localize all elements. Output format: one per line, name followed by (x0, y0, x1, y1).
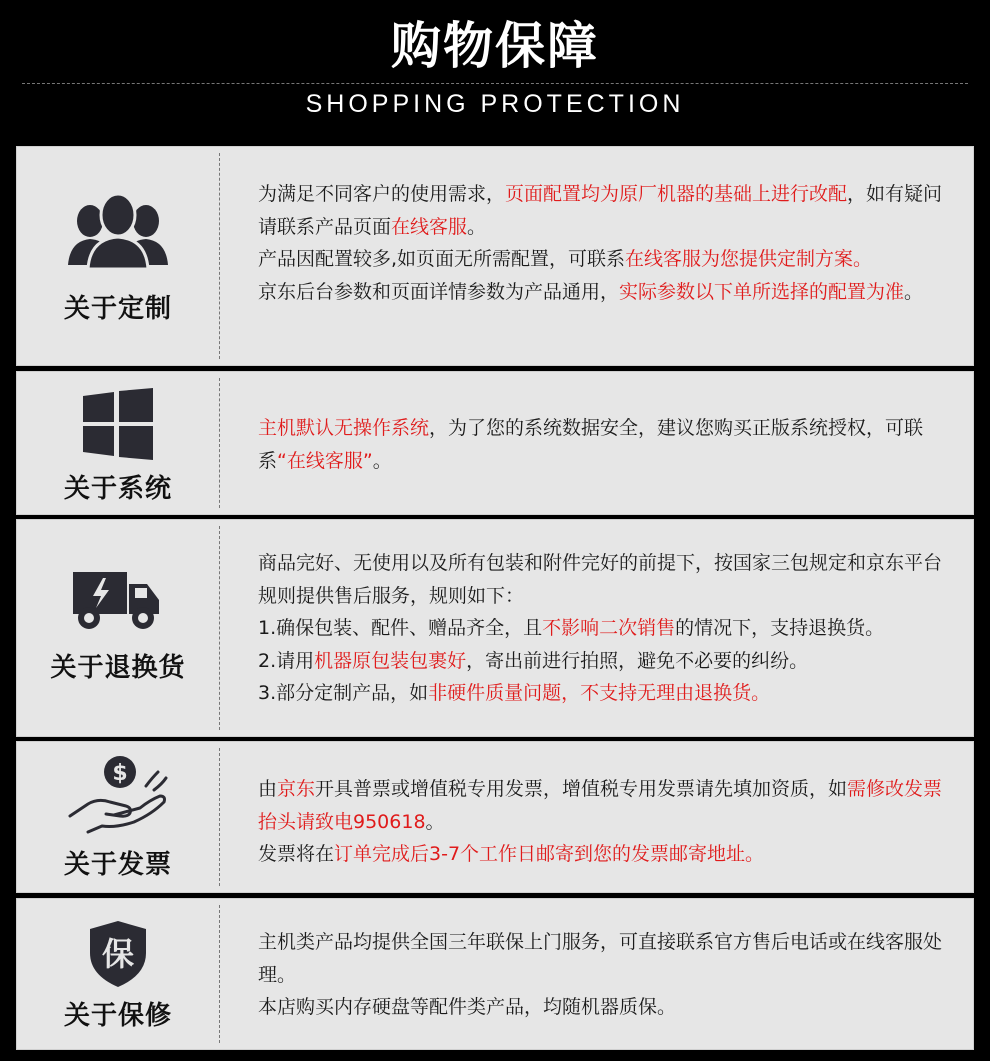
highlight-text: 在线客服为您提供定制方案。 (625, 248, 873, 270)
body-text: 产品因配置较多,如页面无所需配置，可联系 (258, 248, 626, 270)
text-paragraph (258, 178, 955, 243)
text-paragraph (258, 991, 955, 1024)
section-system (16, 371, 974, 515)
highlight-text: 京东 (277, 778, 316, 800)
body-text: 。 (904, 280, 924, 303)
section-text (258, 547, 955, 710)
body-text: 3.部分定制产品，如 (258, 682, 429, 704)
body-text: ，为了您的系统数据安全，建议您购买正版系统授权，可联系 (258, 417, 924, 472)
body-text: 。 (372, 449, 392, 472)
body-text: 主机类产品均提供全国三年联保上门服务，可直接联系官方售后电话或在线客服处理。 (258, 931, 943, 986)
invoice-hand-icon (17, 750, 219, 842)
body-text: 。 (425, 810, 445, 833)
section-text (258, 178, 955, 308)
highlight-text: “在线客服” (277, 449, 373, 472)
highlight-text: 不影响二次销售 (542, 617, 676, 639)
body-text: 为满足不同客户的使用需求， (258, 183, 506, 205)
text-paragraph (258, 926, 955, 991)
body-text: 2.请用 (258, 649, 315, 672)
highlight-text: 页面配置均为原厂机器的基础上进行改配 (505, 183, 848, 205)
header-divider (22, 83, 968, 84)
divider (219, 905, 220, 1043)
text-paragraph (258, 243, 955, 276)
highlight-text: 主机默认无操作系统 (258, 417, 430, 439)
section-returns (16, 519, 974, 737)
section-invoice (16, 741, 974, 893)
shield-glyph: 保 (101, 935, 135, 973)
highlight-text: 在线客服 (391, 215, 468, 238)
body-text: 。 (467, 215, 487, 238)
section-text (258, 773, 955, 871)
text-paragraph (258, 412, 955, 477)
body-text: 由 (258, 778, 278, 800)
highlight-text: 实际参数以下单所选择的配置为准 (619, 280, 905, 303)
body-text: ，如有疑问请联系产品页面 (258, 183, 943, 238)
divider (219, 748, 220, 886)
text-paragraph (258, 612, 955, 645)
section-label: 关于保修 (63, 1001, 172, 1031)
body-text: ，寄出前进行拍照，避免不必要的纠纷。 (466, 649, 809, 672)
text-paragraph (258, 773, 955, 838)
text-paragraph (258, 645, 955, 678)
header (0, 0, 990, 146)
page-subtitle: SHOPPING PROTECTION (305, 90, 685, 118)
text-paragraph (258, 838, 955, 871)
divider (219, 378, 220, 508)
divider (219, 153, 220, 359)
page-title: 购物保障 (391, 17, 599, 75)
section-label: 关于系统 (63, 474, 172, 504)
windows-icon (17, 388, 219, 464)
section-label: 关于发票 (63, 850, 172, 880)
section-label: 关于定制 (63, 294, 172, 324)
text-paragraph (258, 547, 955, 612)
people-icon (17, 187, 219, 275)
truck-icon (17, 570, 219, 636)
shield-icon (17, 919, 219, 993)
body-text: 开具普票或增值税专用发票，增值税专用发票请先填加资质，如 (315, 778, 848, 800)
section-text (258, 412, 955, 477)
highlight-text: 非硬件质量问题，不支持无理由退换货。 (428, 682, 771, 704)
text-paragraph (258, 276, 955, 309)
section-text (258, 926, 955, 1024)
text-paragraph (258, 677, 955, 710)
section-customization (16, 146, 974, 366)
body-text: 京东后台参数和页面详情参数为产品通用， (258, 280, 620, 303)
body-text: 发票将在 (258, 843, 335, 865)
svg-text:$: $ (112, 761, 128, 786)
section-label: 关于退换货 (50, 653, 186, 683)
divider (219, 526, 220, 730)
section-warranty (16, 898, 974, 1050)
body-text: 商品完好、无使用以及所有包装和附件完好的前提下，按国家三包规定和京东平台规则提供售后服务，规则如下： (258, 552, 943, 607)
body-text: 的情况下，支持退换货。 (675, 617, 885, 639)
body-text: 1.确保包装、配件、赠品齐全，且 (258, 617, 543, 639)
highlight-text: 需修改发票抬头请致电950618 (258, 778, 943, 833)
highlight-text: 订单完成后3-7个工作日邮寄到您的发票邮寄地址。 (334, 843, 765, 865)
highlight-text: 机器原包装包裹好 (314, 649, 467, 672)
body-text: 本店购买内存硬盘等配件类产品，均随机器质保。 (258, 996, 677, 1018)
